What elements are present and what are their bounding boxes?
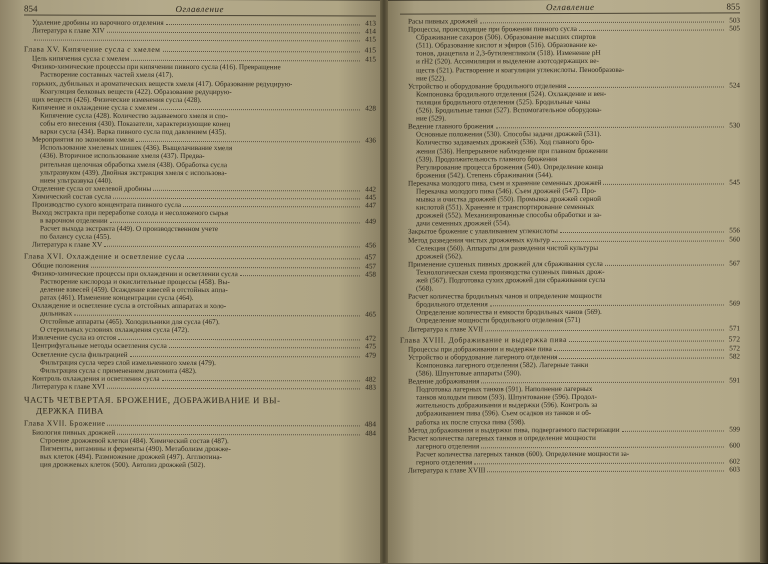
toc-entry-title: ществ (521). Растворение и коагуляция углекислоты. Пенообразова- [416, 65, 625, 75]
toc-entry-page-number: 483 [365, 383, 376, 392]
toc-entry-title: бродильного отделения [416, 300, 488, 309]
leader-dots [118, 338, 360, 341]
leader-dots [552, 239, 724, 242]
toc-entry-page-number: 472 [365, 334, 376, 343]
toc-entry-title: Отстойные аппараты (465). Холодильники для сусла (467). [40, 317, 220, 327]
toc-entry-title: Извлечение сусла из отстоя [32, 333, 117, 343]
toc-entry-title: Выход экстракта при переработке солода и несоложеного сырья [32, 208, 228, 218]
toc-entry-title: щих веществ (426). Физические изменения сусла (428). [32, 95, 202, 104]
toc-entry-page-number: 530 [729, 121, 740, 130]
toc-entry-page-number: 572 [728, 334, 740, 344]
toc-entry-title: деление взвесей (459). Осаждение взвесей в отстойных аппа- [40, 285, 228, 294]
leader-dots [117, 433, 360, 436]
toc-entry-title: Физико-химические процессы при кипячении пивного сусла (416). Превращение [32, 62, 281, 72]
toc-entry-title: Регулирование процесса брожения (540). Определение конца [416, 162, 604, 172]
toc-entry-page-number: 445 [365, 193, 376, 202]
toc-entry-title: брожения (542). Степень сбраживания (544). [416, 170, 553, 180]
toc-entry-page-number: 415 [364, 45, 376, 55]
left-toc-list-continued [24, 419, 376, 470]
toc-entry-title: Пигменты, витамины и ферменты (490). Метаболизм дрожже- [40, 444, 231, 454]
toc-entry-page-number: 428 [365, 104, 376, 113]
toc-entry-title: Устройство и оборудование бродильного отделения [408, 81, 567, 91]
toc-entry-page-number: 572 [729, 344, 740, 353]
right-running-title: Оглавление [546, 1, 595, 13]
toc-entry-title: ние (522). [416, 74, 447, 83]
leader-dots [481, 445, 724, 448]
toc-entry-title: Подготовка лагерных танков (591). Наполнение лагерных [416, 385, 593, 394]
toc-entry-title: Литература к главе XV [32, 241, 103, 250]
leader-dots [490, 304, 724, 307]
book-edge [760, 0, 768, 563]
toc-entry-page-number: 447 [365, 201, 376, 210]
toc-entry-title: Литература к главе XVIII [408, 466, 486, 475]
part-four-title [24, 395, 376, 418]
leader-dots [136, 140, 360, 143]
toc-entry-title: Литература к главе XVI [32, 382, 105, 391]
leader-dots [153, 189, 360, 192]
toc-entry-page-number: 415 [365, 55, 376, 64]
leader-dots [496, 126, 725, 129]
leader-dots [163, 50, 361, 53]
toc-entry-title: Охлаждение и осветление сусла в отстойных аппаратах и холо- [32, 301, 227, 311]
part-four-title-line1: ЧАСТЬ ЧЕТВЕРТАЯ. БРОЖЕНИЕ, ДОБРАЖИВАНИЕ И ВЫ- [24, 394, 281, 406]
leader-dots [166, 23, 360, 26]
toc-entry-page-number: 415 [365, 35, 376, 44]
toc-entry-title: собы его внесения (430). Показатели, характеризующие конец [40, 119, 231, 129]
toc-entry-title: жения (536). Непрерывное наблюдение при главном брожении [416, 146, 608, 156]
left-running-title: Оглавление [175, 3, 224, 15]
toc-entry-page-number: 602 [729, 457, 740, 466]
toc-entry-title: ультразвуком (439). Двойная экстракция хмеля с использова- [40, 168, 227, 177]
leader-dots [169, 346, 360, 349]
toc-entry-title: нием ультразвука (440). [40, 176, 113, 185]
toc-entry-title: жительность дображивания и выдержки (596). Контроль за [416, 401, 598, 410]
toc-entry-title: дрожжей (562). [416, 252, 463, 261]
toc-entry [400, 465, 740, 474]
toc-entry-title: и rH2 (520). Ассимиляция и выделение азотсодержащих ве- [416, 57, 599, 67]
toc-entry-title: по балансу сусла (455). [40, 232, 112, 242]
leader-dots [113, 197, 360, 200]
toc-entry-title: Общие положения [32, 261, 89, 270]
toc-entry-title: Химический состав сусла [32, 192, 112, 201]
toc-entry-page-number: 465 [365, 310, 376, 319]
toc-entry-title: (526). Бродильные танки (527). Вспомогательное оборудова- [416, 105, 602, 115]
toc-entry-title: Определение количества и емкости бродильных чанов (569). [416, 308, 602, 317]
leader-dots [131, 59, 360, 62]
toc-entry-page-number: 442 [365, 185, 376, 194]
toc-entry-title: Устройство и оборудование лагерного отделения [408, 352, 558, 362]
toc-entry-page-number: 591 [729, 376, 740, 385]
toc-entry-page-number: 582 [729, 352, 740, 361]
toc-entry-title: варки сусла (434). Варка пивного сусла под давлением (435). [40, 127, 227, 137]
toc-entry-title: Определение мощности бродильного отделения (571) [416, 316, 581, 326]
leader-dots [622, 429, 724, 431]
toc-entry-title: (586). Шпунтовые аппараты (590). [416, 369, 522, 378]
toc-entry-title: Растворение кислорода и окислительные процессы (458). Вы- [40, 277, 230, 286]
leader-dots [568, 85, 724, 88]
toc-entry [24, 35, 376, 44]
toc-entry-page-number: 449 [365, 217, 376, 226]
toc-entry-title: Удаление дробины из варочного отделения [32, 18, 164, 27]
toc-entry-title: рительная щелочная обработка хмеля (438). Обработка сусла [40, 160, 228, 169]
right-toc-list [400, 16, 740, 474]
leader-dots [603, 182, 724, 184]
toc-entry-title: ратах (461). Изменение концентрации сусла (464). [40, 293, 194, 302]
leader-dots [159, 108, 360, 111]
toc-entry-title: Осветление сусла фильтрацией [32, 350, 128, 359]
toc-entry-title: Литература к главе XIV [32, 26, 105, 35]
toc-entry-title: кислотой (551). Хранение и транспортирование семенных [416, 203, 595, 212]
toc-entry-title: лагерного отделения [416, 442, 480, 451]
toc-entry-title: в варочном отделении [40, 216, 108, 225]
toc-entry-page-number: 457 [365, 261, 376, 271]
toc-entry-page-number: 458 [365, 270, 376, 279]
left-page-number: 854 [24, 3, 38, 14]
toc-entry-title: Закрытое брожение с улавливанием углекислоты [408, 227, 558, 237]
toc-entry-title: ция дрожжевых клеток (500). Автолиз дрожжей (502). [40, 461, 206, 470]
toc-entry-title: Глава XVII. Брожение [24, 418, 106, 428]
toc-entry-title: Цель кипячения сусла с хмелем [32, 54, 130, 64]
toc-entry-page-number: 569 [729, 299, 740, 308]
toc-entry-title: Ведение главного брожения [408, 122, 494, 131]
toc-entry-title: Основные положения (530). Способы задачи дрожжей (531). [416, 130, 602, 139]
toc-entry-title: Фильтрация сусла через слой измельченного хмеля (479). [40, 358, 216, 367]
toc-entry-title: ние (529). [416, 114, 447, 123]
toc-entry-page-number: 456 [365, 241, 376, 250]
leader-dots [107, 387, 360, 390]
toc-entry-title: Технологическая схема производства сушеных пивных дрож- [416, 267, 605, 277]
toc-entry-title: Применение сушеных пивных дрожжей для сбраживания сусла [408, 259, 603, 269]
toc-entry-title: Процессы при дображивании и выдержке пива [408, 344, 552, 354]
leader-dots [481, 381, 724, 384]
toc-entry-title: (436). Вторичное использование хмеля (437). Предва- [40, 152, 205, 161]
right-page [384, 0, 768, 564]
toc-entry-title: Производство сухого концентрата пивного сусла [32, 200, 182, 209]
toc-entry-page-number: 571 [729, 323, 740, 333]
toc-entry-title: О стерильных условиях охлаждения сусла (472). [40, 325, 189, 335]
toc-entry-page-number: 556 [729, 226, 740, 235]
leader-dots [559, 356, 724, 359]
left-toc-list [24, 19, 376, 392]
leader-dots [560, 231, 724, 234]
toc-entry-title: Компоновка лагерного отделения (582). Лагерные танки [416, 360, 589, 370]
toc-entry-title: тонов, диацетила и 2,3-бутиленгликоля (518). Изменение pH [416, 49, 601, 58]
toc-entry-title: Расчет количества лагерных танков (600). Определение мощности за- [416, 449, 630, 459]
toc-entry-page-number: 475 [365, 342, 376, 351]
toc-entry [24, 382, 376, 391]
leader-dots [107, 424, 360, 427]
toc-entry-page-number: 503 [729, 16, 740, 25]
leader-dots [183, 205, 360, 207]
toc-entry-title: Расы пивных дрожжей [408, 17, 478, 26]
toc-entry-title: дображиванием пива (596). Съем осадков из танков и об- [416, 409, 592, 418]
book-gutter [380, 0, 388, 563]
toc-entry-page-number: 457 [364, 251, 376, 262]
toc-entry-title: (539). Продолжительность главного брожения [416, 154, 558, 164]
toc-entry-page-number: 599 [729, 425, 740, 434]
leader-dots [480, 20, 724, 23]
toc-entry-title: Расчет количества лагерных танков и определение мощности [408, 433, 596, 443]
toc-entry-title: Физико-химические процессы при охлаждении и осветлении сусла [32, 269, 238, 278]
toc-entry-page-number: 482 [365, 375, 376, 384]
toc-entry-page-number: 436 [365, 136, 376, 145]
toc-entry-page-number: 479 [365, 351, 376, 360]
leader-dots [162, 379, 360, 382]
leader-dots [485, 328, 724, 331]
leader-dots [569, 339, 724, 342]
toc-entry-title: Селекция (560). Аппараты для разведения чистой культуры [416, 243, 599, 253]
left-page-header [24, 4, 376, 17]
toc-entry-title: (568). [416, 284, 434, 293]
toc-entry-title: Метод дображивания и выдержки пива, подвергаемого пастеризации [408, 425, 620, 435]
toc-entry-title: работка их после спуска пива (598). [416, 417, 526, 427]
leader-dots [487, 470, 724, 473]
toc-entry-title: Строение дрожжевой клетки (484). Химический состав (487). [40, 436, 229, 446]
toc-entry-title: вых клеток (494). Размножение дрожжей (497). Агглютина- [40, 452, 222, 462]
toc-entry-page-number: 524 [729, 81, 740, 90]
toc-entry-title: дрожжей (552). Механизированные способы обработки и за- [416, 211, 602, 220]
toc-entry-title: Использование хмелевых шишек (436). Выщелачивание хмеля [40, 143, 233, 153]
toc-entry-title: Растворение составных частей хмеля (417). [40, 71, 174, 80]
toc-entry-title: Отделение сусла от хмелевой дробины [32, 184, 152, 193]
right-page-number: 855 [726, 1, 740, 12]
toc-entry [400, 324, 740, 333]
toc-entry-page-number: 505 [729, 24, 740, 33]
leader-dots [110, 221, 360, 224]
toc-entry-page-number: 603 [729, 465, 740, 474]
toc-entry-title: герного отделения [416, 458, 473, 467]
toc-entry-title: жей (567). Подготовка сухих дрожжей для сбраживания сусла [416, 275, 606, 285]
leader-dots [579, 29, 724, 32]
leader-dots [34, 39, 360, 42]
toc-entry-title: Биология пивных дрожжей [32, 428, 116, 437]
leader-dots [605, 263, 724, 265]
toc-entry-title: Кипячение и охлаждение сусла с хмелем [32, 103, 158, 112]
toc-entry-title: Перекачка молодого пива (546). Съем дрожжей (547). Про- [416, 186, 597, 196]
toc-entry-title: (511). Образование кислот и эфиров (516). Образование ке- [416, 41, 598, 50]
toc-entry-title: Литература к главе XVII [408, 324, 484, 334]
toc-entry-title: Ведение дображивания [408, 377, 480, 386]
toc-entry-title: Процессы, происходящие при брожении пивного сусла [408, 25, 577, 34]
part-four-title-line2: ДЕРЖКА ПИВА [36, 405, 104, 416]
leader-dots [107, 31, 360, 34]
leader-dots [554, 348, 724, 351]
toc-entry-title: танков молодым пивом (593). Шпунтование (596). Продол- [416, 393, 597, 402]
toc-entry [24, 461, 376, 470]
toc-entry-title: Расчет выхода экстракта (449). О производственном учете [40, 224, 219, 234]
toc-entry-title: Глава XVI. Охлаждение и осветление сусла [24, 251, 185, 261]
toc-entry-title: Центрифугальные методы осветления сусла [32, 342, 167, 351]
toc-entry-title: мывка и очистка дрожжей (550). Промывка дрожжей серной [416, 194, 601, 204]
toc-entry-title: Кипячение сусла (428). Количество задаваемого хмеля и спо- [40, 111, 228, 121]
toc-entry-title: Перекачка молодого пива, съем и хранение семенных дрожжей [408, 178, 602, 188]
toc-entry-title: Фильтрация сусла с применением диатомита (482). [40, 366, 197, 375]
toc-entry-title: Контроль охлаждения и осветления сусла [32, 374, 160, 383]
toc-entry [24, 302, 376, 311]
leader-dots [74, 314, 360, 317]
toc-entry-title: дильниках [40, 309, 73, 318]
toc-entry-page-number: 413 [365, 19, 376, 28]
toc-entry-title: Метод разведения чистых дрожжевых культур [408, 235, 550, 245]
leader-dots [240, 274, 360, 276]
leader-dots [187, 257, 360, 259]
toc-entry-title: Коагуляция белковых веществ (422). Образование редуцирую- [40, 87, 232, 96]
toc-entry-title: дачи семенных дрожжей (554). [416, 219, 511, 228]
toc-entry-page-number: 484 [364, 419, 376, 429]
toc-entry-title: Сбраживание сахаров (506). Образование высших спиртов [416, 33, 596, 42]
leader-dots [104, 245, 360, 248]
leader-dots [474, 461, 724, 464]
toc-entry-title: горьких, дубильных и ароматических веществ хмеля (417). Образование редуцирую- [32, 79, 293, 88]
leader-dots [130, 354, 360, 357]
right-page-header [400, 1, 740, 14]
toc-entry-title: Расчет количества бродильных чанов и определение мощности [408, 292, 602, 301]
toc-entry-page-number: 414 [365, 27, 376, 36]
toc-entry-title: Компоновка бродильного отделения (524). Охлаждение и вен- [416, 89, 607, 99]
leader-dots [91, 265, 360, 268]
toc-entry-page-number: 484 [365, 429, 376, 438]
toc-entry-title: Количество задаваемых дрожжей (536). Ход главного бро- [416, 138, 595, 147]
toc-entry-title: Глава XVIII. Дображивание и выдержка пива [400, 334, 567, 345]
toc-entry-title: Мероприятия по экономии хмеля [32, 135, 134, 145]
toc-entry [24, 241, 376, 250]
toc-entry-page-number: 545 [729, 178, 740, 187]
toc-entry-title: Глава XV. Кипячение сусла с хмелем [24, 44, 161, 55]
toc-entry-page-number: 560 [729, 234, 740, 243]
toc-entry-page-number: 600 [729, 441, 740, 450]
toc-entry-page-number: 567 [729, 259, 740, 268]
toc-entry-title: тиляция бродильного отделения (525). Бродильные чаны [416, 97, 591, 107]
